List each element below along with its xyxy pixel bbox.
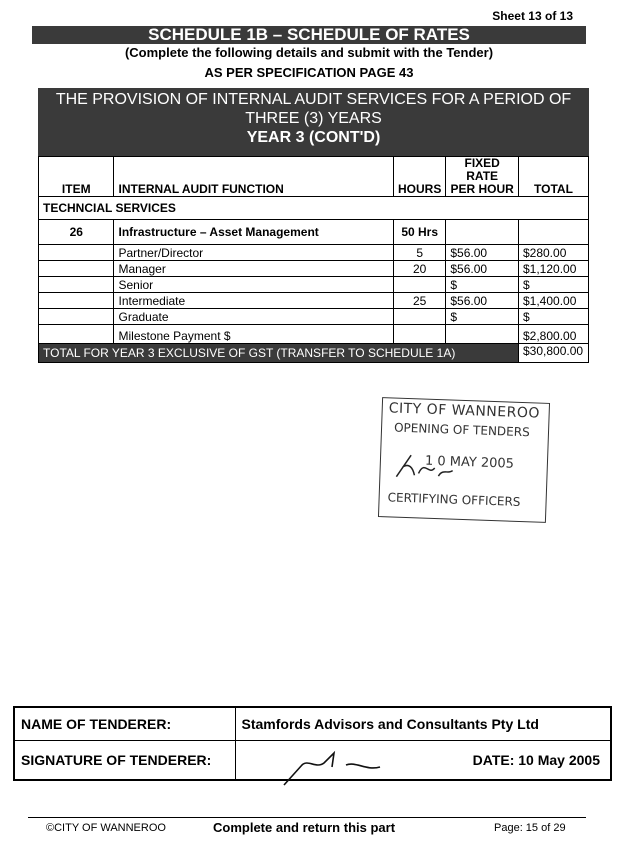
row-hours: [394, 277, 446, 293]
row-total: $: [518, 309, 588, 325]
tenderer-signature-cell: [235, 741, 611, 781]
row-rate: $: [446, 309, 519, 325]
row-function: Senior: [114, 277, 394, 293]
row-item: [39, 325, 114, 344]
row-function: Manager: [114, 261, 394, 277]
sheet-number: Sheet 13 of 13: [492, 9, 573, 23]
item-number: 26: [39, 220, 114, 245]
row-total: $2,800.00: [518, 325, 588, 344]
table-header-row: [39, 157, 589, 197]
row-rate: $: [446, 277, 519, 293]
row-total: $1,400.00: [518, 293, 588, 309]
schedule-banner: SCHEDULE 1B – SCHEDULE OF RATES: [32, 26, 586, 44]
tenderer-signature-label: SIGNATURE OF TENDERER:: [14, 741, 235, 781]
tenderer-signature: [256, 745, 416, 787]
row-rate: $56.00: [446, 293, 519, 309]
stamp-line-2: OPENING OF TENDERS: [393, 420, 530, 440]
table-row: [39, 277, 589, 293]
row-total: $280.00: [518, 245, 588, 261]
stamp-date: 1 0 MAY 2005: [424, 453, 515, 472]
row-hours: [394, 309, 446, 325]
footer-instruction: Complete and return this part: [213, 820, 396, 835]
tenderer-signature-row: [14, 741, 611, 781]
header-function: INTERNAL AUDIT FUNCTION: [114, 157, 394, 197]
header-rate-line1: FIXED RATE: [464, 156, 500, 183]
specification-reference: AS PER SPECIFICATION PAGE 43: [204, 65, 414, 80]
stamp-line-1: CITY OF WANNEROO: [388, 400, 541, 422]
header-rate-line2: PER HOUR: [450, 182, 514, 196]
tenderer-name-label: NAME OF TENDERER:: [14, 707, 235, 741]
stamp-line-4: CERTIFYING OFFICERS: [387, 490, 521, 509]
header-total: TOTAL: [518, 157, 588, 197]
row-total: $1,120.00: [518, 261, 588, 277]
tenderer-name-row: [14, 707, 611, 741]
total-label: TOTAL FOR YEAR 3 EXCLUSIVE OF GST (TRANSFER TO SCHEDULE 1A): [39, 344, 519, 363]
footer-copyright: ©CITY OF WANNEROO: [46, 822, 166, 834]
total-row: [39, 344, 589, 363]
tenderer-name-value: Stamfords Advisors and Consultants Pty Ltd: [235, 707, 611, 741]
tenderer-details-table: [13, 706, 612, 781]
title-block: [38, 88, 589, 156]
row-function: Intermediate: [114, 293, 394, 309]
row-item: [39, 245, 114, 261]
title-line-1: THE PROVISION OF INTERNAL AUDIT SERVICES FOR A PERIOD OF: [55, 91, 572, 108]
row-function: Partner/Director: [114, 245, 394, 261]
table-row: [39, 325, 589, 344]
row-item: [39, 293, 114, 309]
item-row: [39, 220, 589, 245]
row-rate: [446, 325, 519, 344]
header-hours: HOURS: [394, 157, 446, 197]
row-hours: 5: [394, 245, 446, 261]
section-label: TECHNCIAL SERVICES: [39, 197, 589, 220]
rates-table: [38, 156, 589, 363]
section-row: [39, 197, 589, 220]
row-rate: $56.00: [446, 245, 519, 261]
row-function: Milestone Payment $: [114, 325, 394, 344]
table-row: [39, 245, 589, 261]
header-rate: [446, 157, 519, 197]
row-rate: $56.00: [446, 261, 519, 277]
table-row: [39, 293, 589, 309]
footer-divider: [28, 817, 586, 818]
row-hours: 25: [394, 293, 446, 309]
footer-page-number: Page: 15 of 29: [494, 822, 566, 834]
row-function: Graduate: [114, 309, 394, 325]
item-total: [518, 220, 588, 245]
total-value: $30,800.00: [518, 344, 588, 363]
title-year: YEAR 3 (CONT'D): [246, 129, 381, 146]
signature-date: DATE: 10 May 2005: [472, 752, 600, 768]
item-title: Infrastructure – Asset Management: [114, 220, 394, 245]
row-hours: 20: [394, 261, 446, 277]
row-item: [39, 261, 114, 277]
officer-initials-signature: [388, 444, 479, 487]
tender-opening-stamp: [378, 397, 550, 523]
item-hours: 50 Hrs: [394, 220, 446, 245]
table-row: [39, 261, 589, 277]
row-item: [39, 277, 114, 293]
row-total: $: [518, 277, 588, 293]
subtitle: (Complete the following details and submit with the Tender): [124, 45, 494, 60]
row-hours: [394, 325, 446, 344]
header-item: ITEM: [39, 157, 114, 197]
title-line-2: THREE (3) YEARS: [245, 110, 382, 127]
row-item: [39, 309, 114, 325]
table-row: [39, 309, 589, 325]
item-rate: [446, 220, 519, 245]
